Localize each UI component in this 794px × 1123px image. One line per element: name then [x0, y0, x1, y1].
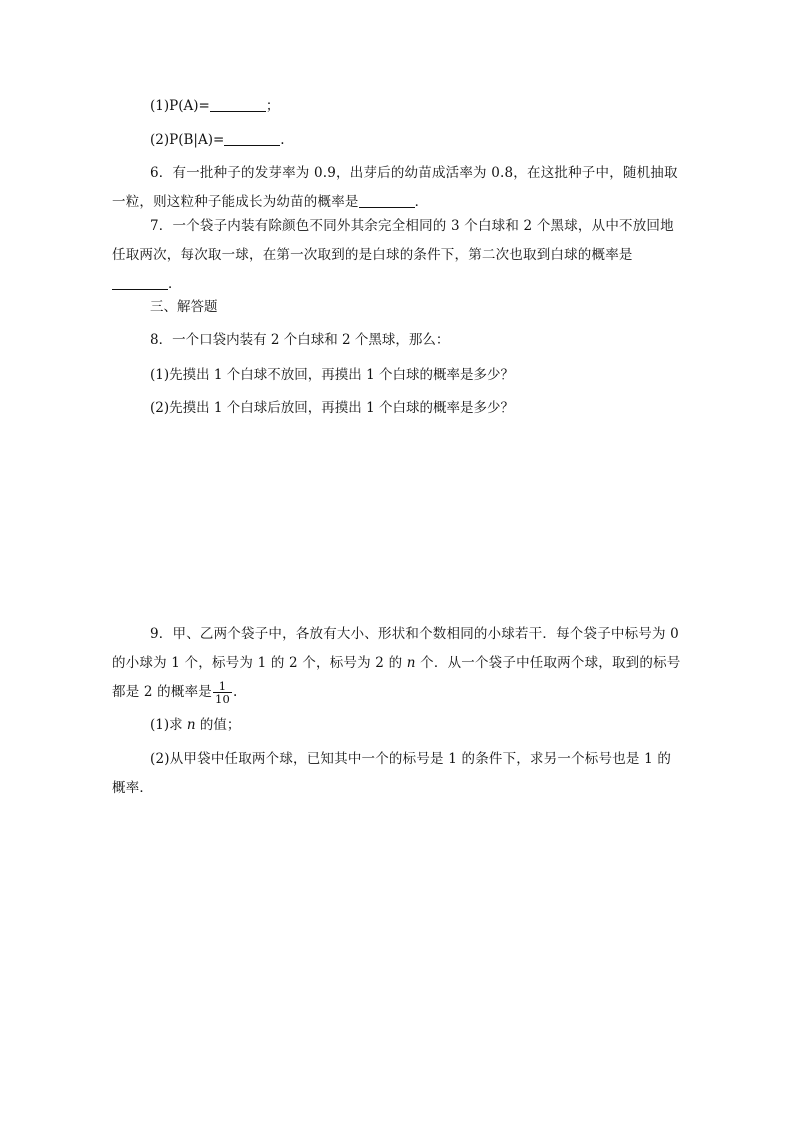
q5-part1-eq: =	[198, 98, 210, 114]
answer-blank	[112, 275, 168, 290]
q5-part1-prefix: (1)	[150, 98, 170, 114]
q6-line1: 6．有一批种子的发芽率为 0.9，出芽后的幼苗成活率为 0.8，在这批种子中，随机抽取	[150, 165, 678, 181]
question-9-part1	[150, 716, 240, 734]
question-9-part2	[112, 745, 682, 803]
q7-line1: 7．一个袋子内装有除颜色不同外其余完全相同的 3 个白球和 2 个黑球，从中不放回地	[150, 218, 674, 234]
q5-part1-end: ；	[265, 98, 280, 114]
q7-line2: 任取两次，每次取一球，在第一次取到的是白球的条件下，第二次也取到白球的概率是	[112, 247, 633, 263]
q5-part2	[150, 131, 285, 149]
fraction-denominator: 10	[214, 692, 231, 706]
q5-part2-eq: =	[212, 132, 225, 148]
answer-blank	[210, 97, 266, 112]
q9-part1-a: (1)求	[150, 717, 187, 733]
q8-part1-text: (1)先摸出 1 个白球不放回，再摸出 1 个白球的概率是多少？	[150, 367, 514, 383]
q7-line3-end: ．	[168, 276, 182, 292]
section-heading-text: 三、解答题	[150, 299, 218, 315]
variable-n: n	[186, 717, 196, 733]
q9-part2-line2: 概率．	[112, 780, 154, 796]
q5-part2-expr: P(B|A)	[169, 132, 213, 148]
q6-line2: 一粒，则这粒种子能成长为幼苗的概率是	[112, 194, 359, 210]
question-6	[112, 159, 682, 217]
q8-part2-text: (2)先摸出 1 个白球后放回，再摸出 1 个白球的概率是多少？	[150, 400, 514, 416]
q8-stem-text: 8．一个口袋内装有 2 个白球和 2 个黑球，那么：	[150, 332, 450, 348]
q5-part2-prefix: (2)	[150, 132, 170, 148]
q9-part1-b: 的值；	[195, 717, 241, 733]
q9-part2-line1: (2)从甲袋中任取两个球，已知其中一个的标号是 1 的条件下，求另一个标号也是 1 的	[150, 751, 672, 767]
answer-blank	[224, 131, 280, 146]
question-8-part1	[150, 366, 514, 384]
question-8-part2	[150, 399, 514, 417]
answer-blank	[359, 193, 415, 208]
q9-line1: 9．甲、乙两个袋子中，各放有大小、形状和个数相同的小球若干．每个袋子中标号为 0	[150, 626, 679, 642]
fraction-numerator: 1	[218, 679, 227, 693]
variable-n: n	[406, 655, 416, 671]
fraction	[213, 680, 232, 705]
q6-line2-end: ．	[414, 194, 429, 210]
question-7	[112, 212, 682, 299]
q9-line3-end: .	[233, 684, 238, 700]
section-heading	[150, 298, 218, 316]
question-8-stem	[150, 331, 449, 349]
q5-part1-expr: P(A)	[169, 98, 199, 114]
q5-part1	[150, 97, 279, 115]
q9-line2b: 个．从一个袋子中任取两个球，取到的标号	[415, 655, 681, 671]
question-9	[112, 620, 682, 707]
q5-part2-end: .	[280, 132, 285, 148]
q9-line3: 都是 2 的概率是	[112, 684, 212, 700]
q9-line2a: 的小球为 1 个，标号为 1 的 2 个，标号为 2 的	[112, 655, 407, 671]
